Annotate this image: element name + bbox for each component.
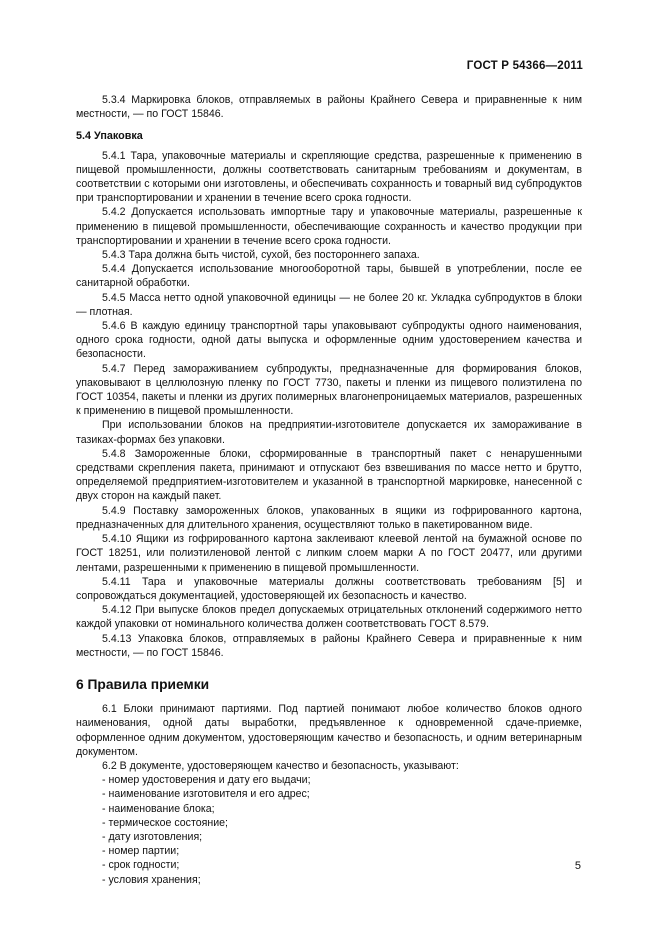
list-item: - срок годности;: [102, 859, 180, 872]
list-item: - дату изготовления;: [102, 830, 203, 843]
paragraph-5-3-4: 5.3.4 Маркировка блоков, отправляемых в районы Крайнего Севера и приравненные к ним местности, — по ГОСТ 15846.: [76, 94, 582, 121]
document-code-header: ГОСТ Р 54366—2011: [466, 60, 583, 72]
paragraph-5-4-10: 5.4.10 Ящики из гофрированного картона заклеивают клеевой лентой на бумажной основе по ГОСТ 18251, или полиэтиленовой лентой с липким слоем марки А по ГОСТ 20477, или другими лентами, разрешенными к применению в пищевой промышленности.: [76, 533, 582, 574]
paragraph-5-4-4: 5.4.4 Допускается использование многооборотной тары, бывшей в употреблении, после ее санитарной обработки.: [76, 263, 582, 290]
paragraph-5-4-13: 5.4.13 Упаковка блоков, отправляемых в районы Крайнего Севера и приравненные к ним местности, — по ГОСТ 15846.: [76, 632, 582, 659]
paragraph-5-4-12: 5.4.12 При выпуске блоков предел допускаемых отрицательных отклонений содержимого нетто каждой упаковки от номинального количества должен соответствовать ГОСТ 8.579.: [76, 604, 582, 631]
paragraph-5-4-2: 5.4.2 Допускается использовать импортные тару и упаковочные материалы, разрешенные к применению в пищевой промышленности, обеспечивающие сохранность и качество продукции при транспортировании и хранении в течение всего срока годности.: [76, 206, 582, 247]
paragraph-5-4-11: 5.4.11 Тара и упаковочные материалы должны соответствовать требованиям [5] и сопровождаться документацией, удостоверяющей их безопасность и качество.: [76, 575, 582, 602]
paragraph-5-4-6: 5.4.6 В каждую единицу транспортной тары упаковывают субпродукты одного наименования, одного срока годности, одной даты выпуска и оформленные одним удостоверением качества и безопасности.: [76, 320, 582, 361]
paragraph-5-4-1: 5.4.1 Тара, упаковочные материалы и скрепляющие средства, разрешенные к применению в пищевой промышленности, должны соответствовать санитарным требованиям и документам, в соответствии с которыми они изготовлены, и обеспечивать сохранность и товарный вид субпродуктов при транспортировании и хранении в течение всего срока годности.: [76, 149, 582, 205]
paragraph-5-4-9: 5.4.9 Поставку замороженных блоков, упакованных в ящики из гофрированного картона, предназначенных для длительного хранения, осуществляют только в пакетированном виде.: [76, 504, 582, 531]
paragraph-5-4-8: 5.4.8 Замороженные блоки, сформированные в транспортный пакет с ненарушенными средствами скрепления пакета, принимают и отпускают без взвешивания по массе нетто и брутто, определяемой предприятием-изготовителем и указанной в транспортной маркировке, нанесенной с двух сторон на каждый пакет.: [76, 447, 582, 503]
paragraph-5-4-5: 5.4.5 Масса нетто одной упаковочной единицы — не более 20 кг. Укладка субпродуктов в блоки — плотная.: [76, 291, 582, 318]
list-item: - наименование блока;: [102, 802, 215, 815]
subsection-heading-5-4: 5.4 Упаковка: [76, 130, 143, 143]
document-fields-list: [76, 773, 582, 887]
document-body: [76, 93, 582, 887]
paragraph-5-4-7-note: При использовании блоков на предприятии-изготовителе допускается их замораживание в тазиках-формах без упаковки.: [76, 419, 582, 446]
section-heading-6: 6 Правила приемки: [76, 676, 210, 692]
paragraph-5-4-3: 5.4.3 Тара должна быть чистой, сухой, без постороннего запаха.: [102, 249, 420, 262]
paragraph-6-2: 6.2 В документе, удостоверяющем качество и безопасность, указывают:: [102, 759, 459, 772]
page-number: 5: [574, 860, 581, 872]
list-item: - наименование изготовителя и его адрес;: [102, 788, 310, 801]
paragraph-5-4-7: 5.4.7 Перед замораживанием субпродукты, предназначенные для формирования блоков, упаковывают в целлюлозную пленку по ГОСТ 7730, пакеты и пленки из пищевого полиэтилена по ГОСТ 10354, пакеты и пленки из других полимерных влагонепроницаемых материалов, разрешенных к применению в пищевой промышленности.: [76, 362, 582, 418]
list-item: - термическое состояние;: [102, 816, 228, 829]
list-item: - номер удостоверения и дату его выдачи;: [102, 774, 311, 787]
list-item: - номер партии;: [102, 845, 180, 858]
paragraph-6-1: 6.1 Блоки принимают партиями. Под партией понимают любое количество блоков одного наименования, одной даты выработки, предъявленное к одновременной сдаче-приемке, оформленное одним документом, удостоверяющим качество и безопасность, и одним ветеринарным документом.: [76, 703, 582, 758]
list-item: - условия хранения;: [102, 873, 201, 886]
